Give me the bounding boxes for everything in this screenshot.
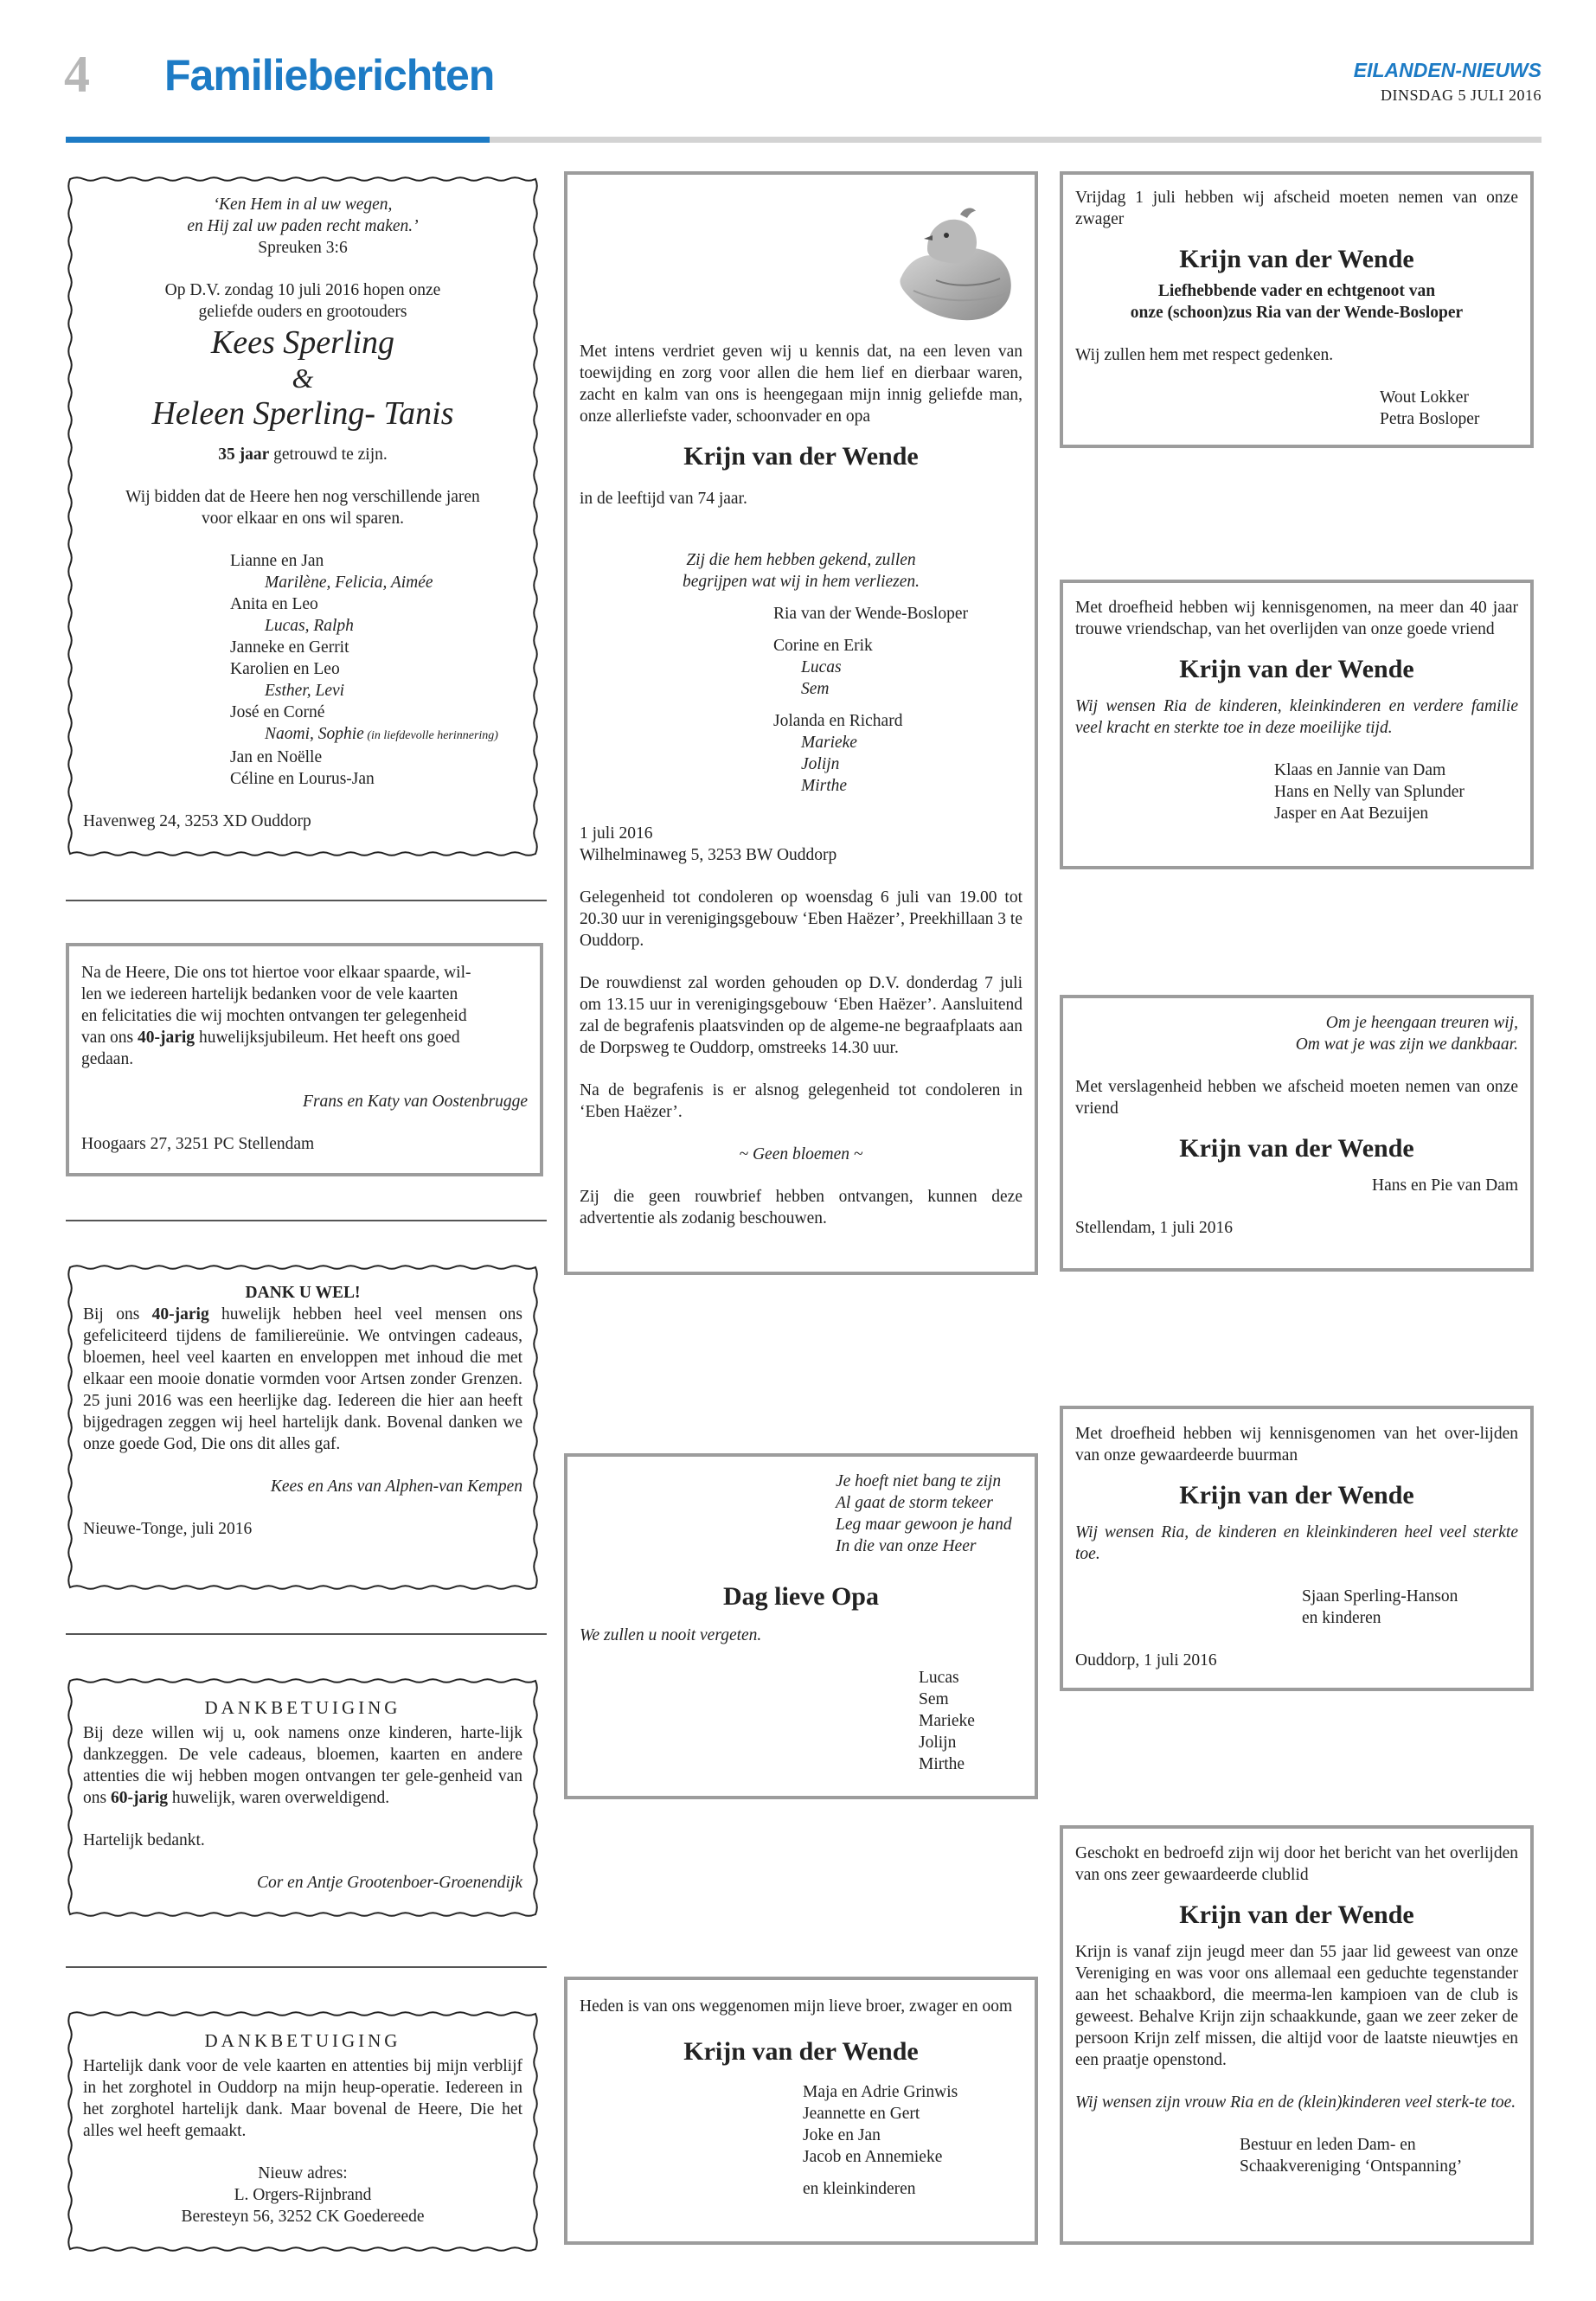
family-member: Jacob en Annemieke	[803, 2148, 943, 2166]
quote-line: Zij die hem hebben gekend, zullen	[686, 551, 916, 569]
newspaper-masthead: EILANDEN-NIEUWS	[1353, 59, 1542, 81]
ad-brother	[564, 1977, 1038, 2245]
ad-oostenbrugge-thanks	[66, 943, 543, 1176]
ad-van-dam	[1060, 995, 1534, 1272]
grandchildren-names: Lucas, Ralph	[265, 617, 354, 635]
subtitle: We zullen u nooit vergeten.	[580, 1626, 762, 1644]
ad-lokker	[1060, 171, 1534, 448]
text-part: van ons	[81, 1029, 138, 1047]
verse-line: ‘Ken Hem in al uw wegen,	[213, 195, 393, 214]
family-member: Jeannette en Gert	[803, 2105, 920, 2123]
ad-body: Hartelijk dank voor de vele kaarten en attenties bij mijn verblijf in het zorghotel in Ouddorp na mijn heup-operatie. Iedereen in het zorghotel hartelijk dank. Maar bovenal de Heere, Die het alles wel heeft gemaakt.	[83, 2057, 522, 2140]
deceased-name: Krijn van der Wende	[683, 442, 919, 471]
family-couple: Céline en Lourus-Jan	[230, 770, 375, 788]
section-title: Familieberichten	[164, 51, 495, 99]
signature: en kinderen	[1302, 1609, 1381, 1627]
address: Beresteyn 56, 3252 CK Goedereede	[181, 2208, 425, 2226]
signature: Bestuur en leden Dam- en	[1240, 2136, 1416, 2154]
ad-dank-u-wel	[66, 1263, 540, 1592]
address: Wilhelminaweg 5, 3253 BW Ouddorp	[580, 846, 837, 864]
grandchild-name: Sem	[801, 680, 830, 698]
grandchild-name: Lucas	[801, 658, 842, 676]
family-couple: Anita en Leo	[230, 595, 318, 613]
place-date: Stellendam, 1 juli 2016	[1075, 1219, 1233, 1237]
deceased-name: Krijn van der Wende	[1179, 655, 1414, 683]
verse-line: Om je heengaan treuren wij,	[1325, 1014, 1518, 1032]
wish-line: voor elkaar en ons wil sparen.	[202, 510, 404, 528]
grandchildren-names: Naomi, Sophie (in liefdevolle herinnering)	[265, 725, 498, 743]
signature-name: Jasper en Aat Bezuijen	[1274, 804, 1429, 823]
signature-name: Klaas en Jannie van Dam	[1274, 761, 1446, 779]
ad-neighbour	[1060, 1406, 1534, 1691]
intro-line: geliefde ouders en grootouders	[198, 303, 407, 321]
intro-line: Op D.V. zondag 10 juli 2016 hopen onze	[164, 281, 441, 299]
deceased-name: Krijn van der Wende	[1179, 1134, 1414, 1163]
family-list	[83, 550, 522, 790]
person-name: L. Orgers-Rijnbrand	[234, 2186, 372, 2204]
grandchild-name: Jolijn	[919, 1734, 957, 1752]
years-rest: getrouwd te zijn.	[269, 445, 388, 464]
family-list	[580, 2081, 1022, 2168]
signature: Kees en Ans van Alphen-van Kempen	[270, 1477, 522, 1496]
ad-body	[83, 1722, 522, 1809]
signature: Cor en Antje Grootenboer-Groenendijk	[256, 1874, 522, 1892]
age-line: in de leeftijd van 74 jaar.	[580, 490, 747, 508]
deceased-name: Krijn van der Wende	[683, 2037, 919, 2066]
page-number: 4	[64, 46, 90, 103]
notice: Zij die geen rouwbrief hebben ontvangen, kunnen deze advertentie als zodanig beschouwen.	[580, 1188, 1022, 1227]
ad-title: DANKBETUIGING	[204, 1697, 401, 1718]
intro: Vrijdag 1 juli hebben wij afscheid moeten nemen van onze zwager	[1075, 189, 1518, 228]
separator	[66, 1633, 547, 1635]
body-line	[81, 1027, 528, 1048]
body-line: len we iedereen hartelijk bedanken voor de vele kaarten	[81, 985, 458, 1003]
verse-line: Leg maar gewoon je hand	[836, 1516, 1012, 1534]
family-couple: Karolien en Leo	[230, 660, 340, 678]
address: Havenweg 24, 3253 XD Ouddorp	[83, 812, 311, 830]
header-rule	[490, 137, 1542, 143]
ampersand: &	[292, 362, 314, 394]
text-part: Bij deze willen wij u, ook namens onze kinderen, harte-lijk dankzeggen. De vele cadeaus, bloemen, kaarten en andere attenties die wij hebben mogen ontvangen ter gele-genheid van ons	[83, 1724, 522, 1807]
place-date: Ouddorp, 1 juli 2016	[1075, 1651, 1217, 1670]
body-line: en felicitaties die wij mochten ontvangen ter gelegenheid	[81, 1007, 467, 1025]
verse	[580, 1471, 1022, 1557]
family-member: Corine en Erik	[773, 637, 873, 655]
signature: Schaakvereniging ‘Ontspanning’	[1240, 2157, 1463, 2176]
family-member: Ria van der Wende-Bosloper	[773, 605, 968, 623]
years-married	[83, 444, 522, 465]
quote-line: begrijpen wat wij in hem verliezen.	[682, 573, 920, 591]
respect-line: Wij zullen hem met respect gedenken.	[1075, 346, 1334, 364]
ad-friends	[1060, 580, 1534, 869]
verse-line: Om wat je was zijn we dankbaar.	[1295, 1035, 1518, 1054]
grandchild-name: Jolijn	[801, 755, 840, 773]
condolence-info: Gelegenheid tot condoleren op woensdag 6 juli van 19.00 tot 20.30 uur in verenigingsgebouw ‘Eben Haëzer’, Preekhillaan 3 te Ouddorp.	[580, 888, 1022, 950]
family-couple: José en Corné	[230, 703, 325, 721]
couple-name: Heleen Sperling- Tanis	[151, 395, 454, 432]
verse-line: Je hoeft niet bang te zijn	[836, 1472, 1002, 1490]
relation-line: Liefhebbende vader en echtgenoot van	[1157, 282, 1436, 300]
verse-line: Al gaat de storm tekeer	[836, 1494, 993, 1512]
body: Krijn is vanaf zijn jeugd meer dan 55 jaar lid geweest van onze Vereniging en was voor ons allemaal een geduchte tegenstander aan het schaakbord, die meerma-len kampioen van de club is geweest. Behalve Krijn zijn schaakkunde, gaan we zeer zeker de persoon Krijn zelf missen, die altijd voor de laatste nieuwtjes en een praatje openstond.	[1075, 1943, 1518, 2069]
grandchild-name: Mirthe	[919, 1755, 965, 1773]
place-date: Nieuwe-Tonge, juli 2016	[83, 1520, 253, 1538]
family-member: Joke en Jan	[803, 2126, 881, 2144]
years-bold: 35 jaar	[218, 445, 270, 464]
relation-line: onze (schoon)zus Ria van der Wende-Bosloper	[1130, 304, 1464, 322]
wish: Wij wensen Ria de kinderen, kleinkinderen en verdere familie veel kracht en sterkte toe in deze moeilijke tijd.	[1075, 697, 1518, 737]
signature: Hans en Pie van Dam	[1372, 1176, 1518, 1195]
grandchild-name: Marieke	[801, 734, 857, 752]
signature: Petra Bosloper	[1380, 410, 1480, 428]
body-line: Na de Heere, Die ons tot hiertoe voor elkaar spaarde, wil-	[81, 964, 471, 982]
ad-main-obituary	[564, 171, 1038, 1275]
grandchild-name: Lucas	[919, 1669, 959, 1687]
couple-name: Kees Sperling	[210, 324, 395, 361]
signature-name: Hans en Nelly van Splunder	[1274, 783, 1465, 801]
issue-date: DINSDAG 5 JULI 2016	[1381, 87, 1542, 104]
separator	[66, 900, 547, 901]
grandchildren-names: Esther, Levi	[265, 682, 345, 700]
service-info: De rouwdienst zal worden gehouden op D.V. donderdag 7 juli om 13.15 uur in verenigingsgebouw ‘Eben Haëzer’. Aansluitend zal de begrafenis plaatsvinden op de algeme-ne begraafplaats aan de Dorpsweg te Ouddorp, omstreeks 14.30 uur.	[580, 974, 1022, 1057]
family-list	[580, 603, 1022, 797]
deceased-name: Krijn van der Wende	[1179, 1900, 1414, 1929]
signature: Wout Lokker	[1380, 388, 1469, 407]
ad-title: Dag lieve Opa	[723, 1582, 879, 1611]
family-member: Maja en Adrie Grinwis	[803, 2083, 958, 2101]
ad-chess-club	[1060, 1825, 1534, 2245]
header-rule-accent	[66, 137, 490, 143]
text-bold: 60-jarig	[110, 1789, 169, 1807]
wish: Wij wensen Ria, de kinderen en kleinkinderen heel veel sterkte toe.	[1075, 1523, 1518, 1563]
text-bold: 40-jarig	[138, 1029, 195, 1047]
no-flowers: ~ Geen bloemen ~	[739, 1145, 863, 1163]
intro: Heden is van ons weggenomen mijn lieve broer, zwager en oom	[580, 1997, 1013, 2016]
separator	[66, 1220, 547, 1221]
intro: Geschokt en bedroefd zijn wij door het bericht van het overlijden van ons zeer gewaardeerde clublid	[1075, 1844, 1518, 1884]
thanks-line: Hartelijk bedankt.	[83, 1831, 205, 1849]
grandchild-name: Sem	[919, 1690, 949, 1708]
ad-grootenboer-thanks	[66, 1676, 540, 1919]
address: Hoogaars 27, 3251 PC Stellendam	[81, 1135, 315, 1153]
bird-in-hand-illustration	[893, 197, 1022, 327]
ad-title: DANKBETUIGING	[204, 2030, 401, 2051]
memorial-note: (in liefdevolle herinnering)	[363, 729, 498, 742]
date: 1 juli 2016	[580, 824, 653, 843]
ad-dag-lieve-opa	[564, 1453, 1038, 1799]
ad-body	[83, 1304, 522, 1455]
grandchild-name: Marieke	[919, 1712, 975, 1730]
ad-sperling-anniversary	[66, 175, 540, 858]
closing: en kleinkinderen	[803, 2180, 916, 2198]
grandchildren-list	[580, 1667, 1022, 1775]
signature: Frans en Katy van Oostenbrugge	[303, 1093, 528, 1111]
family-couple: Janneke en Gerrit	[230, 638, 349, 657]
family-member: Jolanda en Richard	[773, 712, 903, 730]
verse-line: In die van onze Heer	[836, 1537, 977, 1555]
text-part: huwelijk, waren overweldigend.	[168, 1789, 390, 1807]
deceased-name: Krijn van der Wende	[1179, 245, 1414, 273]
verse-reference: Spreuken 3:6	[258, 239, 348, 257]
text-part: huwelijk hebben heel veel mensen ons gefeliciteerd tijdens de familiereünie. We ontvingen cadeaus, bloemen, heel veel kaarten en enveloppen met inhoud die met elkaar een mooie donatie vormden voor Artsen zonder Grenzen. 25 juni 2016 was een heerlijke dag. Iedereen die hier aan heeft bijgedragen zeggen wij heel hartelijk dank. Bovenal danken we onze goede God, Die ons dit alles gaf.	[83, 1305, 522, 1453]
ad-orgers-thanks	[66, 2009, 540, 2253]
grandchildren-names: Marilène, Felicia, Aimée	[265, 574, 433, 592]
intro: Met droefheid hebben wij kennisgenomen, na meer dan 40 jaar trouwe vriendschap, van het overlijden van onze goede vriend	[1075, 599, 1518, 638]
signature: Sjaan Sperling-Hanson	[1302, 1587, 1458, 1606]
intro: Met droefheid hebben wij kennisgenomen van het over-lijden van onze gewaardeerde buurman	[1075, 1425, 1518, 1465]
grandchild-name: Mirthe	[801, 777, 848, 795]
new-address-label: Nieuw adres:	[258, 2164, 348, 2182]
after-funeral-info: Na de begrafenis is er alsnog gelegenheid tot condoleren in ‘Eben Haëzer’.	[580, 1081, 1022, 1121]
intro: Met intens verdriet geven wij u kennis dat, na een leven van toewijding en zorg voor allen die hem lief en dierbaar waren, zacht en kalm van ons is heengegaan mijn innig geliefde man, onze allerliefste vader, schoonvader en opa	[580, 343, 1022, 426]
deceased-name: Krijn van der Wende	[1179, 1481, 1414, 1509]
body-line: gedaan.	[81, 1050, 134, 1068]
wish-line: Wij bidden dat de Heere hen nog verschillende jaren	[125, 488, 480, 506]
text-part: huwelijksjubileum. Het heeft ons goed	[195, 1029, 460, 1047]
family-couple: Jan en Noëlle	[230, 748, 323, 766]
family-couple: Lianne en Jan	[230, 552, 324, 570]
separator	[66, 1966, 547, 1968]
signature-list	[1075, 760, 1518, 824]
text-bold: 40-jarig	[151, 1305, 209, 1324]
ad-title: DANK U WEL!	[245, 1284, 361, 1302]
text-part: Bij ons	[83, 1305, 152, 1324]
wish: Wij wensen zijn vrouw Ria en de (klein)kinderen veel sterk-te toe.	[1075, 2093, 1516, 2112]
verse-line: en Hij zal uw paden recht maken.’	[187, 217, 419, 235]
intro: Met verslagenheid hebben we afscheid moeten nemen van onze vriend	[1075, 1078, 1518, 1118]
